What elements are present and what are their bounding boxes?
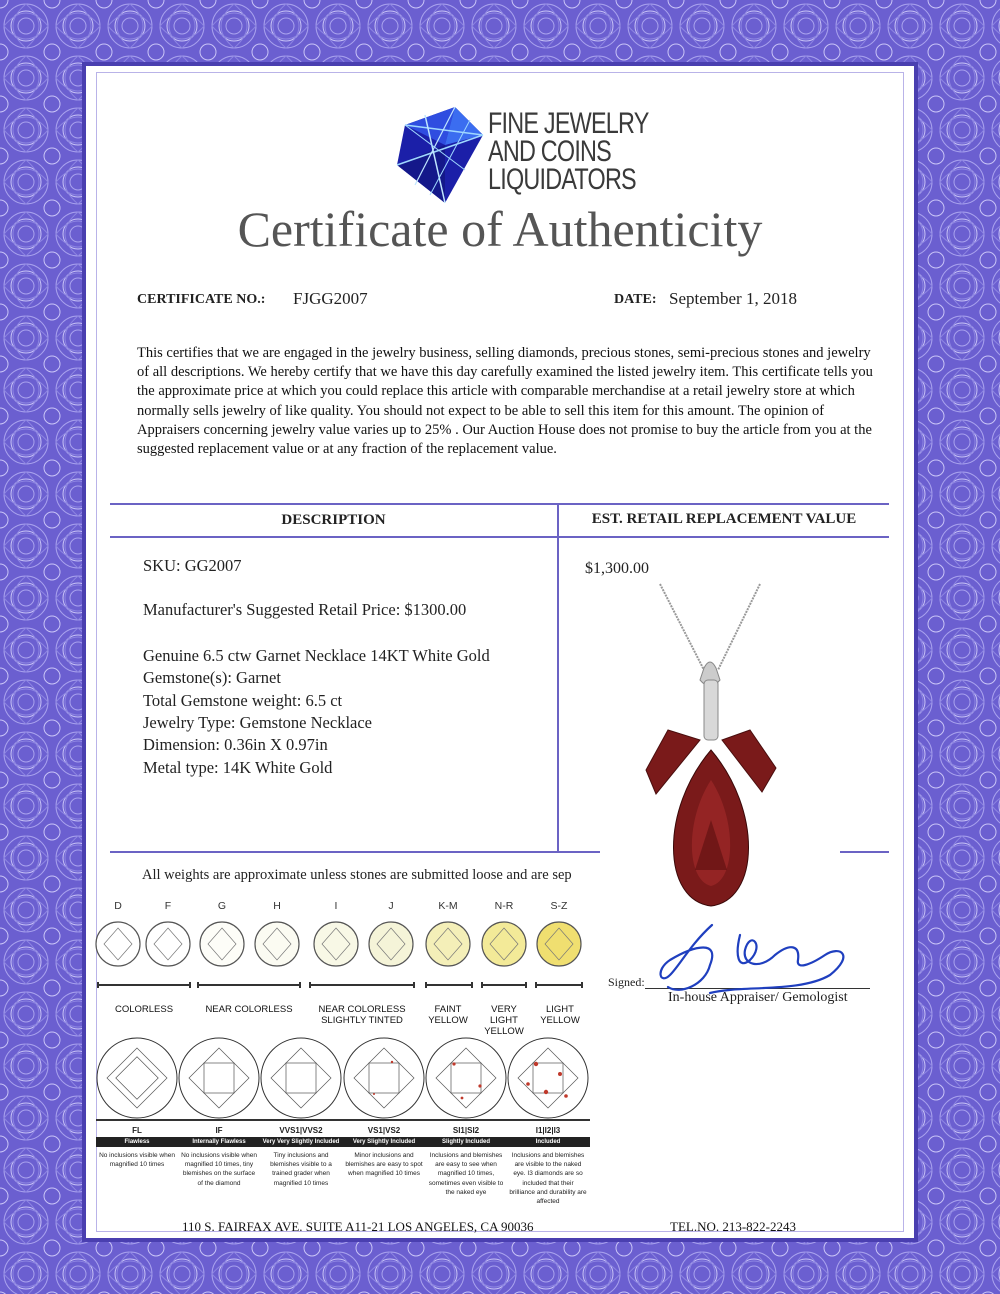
table-bottom-rule-right [834,851,889,853]
weights-note: All weights are approximate unless stones are submitted loose and are sep [142,867,572,883]
table-header-rule [110,536,889,538]
desc-line: Total Gemstone weight: 6.5 ct [143,691,343,710]
color-group-label: VERY LIGHT YELLOW [484,1004,524,1037]
company-line3: LIQUIDATORS [488,163,636,196]
clarity-desc: Inclusions and blemishes are easy to see when magnified 10 times, sometimes even visible to the naked eye [428,1152,504,1196]
table-divider [557,503,559,851]
color-group-label: FAINT YELLOW [428,1004,468,1026]
clarity-grade: SI1|SI2 [452,1126,480,1135]
certification-paragraph: This certifies that we are engaged in the jewelry business, selling diamonds, precious stones, semi-precious stones and jewelry of all descriptions. We hereby certify that we have this day carefully examined the listed jewelry item. This certificate tells you the approximate price at which you could replace this article with comparable merchandise at a retail jewelry store at which normally sells jewelry of like quality. You should not expect to be able to sell this item for this amount. The opinion of Appraisers concerning jewelry value varies up to 25% . Our Auction House does not promise to buy the article from you at the suggested replacement value or at any fraction of the replacement value. [137,345,873,458]
table-top-rule [110,503,889,505]
description-header: DESCRIPTION [281,512,386,528]
company-line2: AND COINS [488,135,611,168]
clarity-grade: FL [132,1126,142,1135]
clarity-name: Included [535,1139,561,1145]
clarity-desc: No inclusions visible when magnified 10 times, tiny blemishes on the surface of the diamond [181,1152,257,1187]
color-grade-label: I [334,900,338,912]
date-label: DATE: [614,292,657,307]
desc-line: Jewelry Type: Gemstone Necklace [143,713,372,732]
clarity-grade: I1|I2|I3 [535,1126,561,1135]
color-grade-label: D [114,900,122,912]
page-title: Certificate of Authenticity [237,201,763,257]
clarity-name: Very Slightly Included [352,1139,416,1145]
msrp: Manufacturer's Suggested Retail Price: $1300.00 [143,600,467,619]
phone: TEL.NO. 213-822-2243 [670,1219,797,1234]
color-group-label: LIGHT YELLOW [540,1004,580,1026]
color-grade-label: H [273,900,281,912]
diamond-logo-icon [395,105,485,205]
clarity-diamonds-icon [96,1034,590,1124]
signed-label: Signed: [608,975,645,989]
clarity-name: Flawless [124,1139,150,1145]
garnet-necklace-image [600,580,840,910]
color-diamonds-icon [94,918,600,998]
sku: SKU: GG2007 [143,556,242,575]
clarity-desc: Minor inclusions and blemishes are easy to spot when magnified 10 times [345,1152,423,1178]
value-header: EST. RETAIL REPLACEMENT VALUE [591,511,857,527]
date-value: September 1, 2018 [669,289,797,308]
address: 110 S. FAIRFAX AVE. SUITE A11-21 LOS ANGELES, CA 90036 [182,1219,534,1234]
color-group-label: NEAR COLORLESS SLIGHTLY TINTED [318,1004,406,1026]
color-group-label: NEAR COLORLESS [205,1004,293,1015]
clarity-grade: VVS1|VVS2 [279,1126,323,1135]
company-line1: FINE JEWELRY [488,107,649,140]
color-grade-label: K-M [438,900,458,912]
clarity-chart [96,1034,590,1214]
clarity-name: Slightly Included [441,1139,490,1145]
appraiser-title: In-house Appraiser/ Gemologist [668,990,848,1005]
certificate-number: FJGG2007 [293,289,368,308]
clarity-name: Very Very Slightly Included [262,1139,340,1145]
clarity-desc: Tiny inclusions and blemishes visible to a trained grader when magnified 10 times [270,1152,332,1187]
color-grade-label: J [388,900,394,912]
clarity-grade: IF [215,1126,223,1135]
desc-line: Genuine 6.5 ctw Garnet Necklace 14KT White Gold [143,646,490,665]
clarity-desc: Inclusions and blemishes are visible to the naked eye. I3 diamonds are so included that their brilliance and durability are affected [509,1152,587,1206]
replacement-value: $1,300.00 [585,560,649,577]
color-grade-chart [94,896,600,1036]
color-grade-label: F [164,900,172,912]
clarity-name: Internally Flawless [192,1139,246,1145]
desc-line: Gemstone(s): Garnet [143,668,281,687]
color-grade-label: G [217,900,227,912]
desc-line: Metal type: 14K White Gold [143,758,333,777]
clarity-grade: VS1|VS2 [367,1126,401,1135]
color-group-label: COLORLESS [114,1004,174,1015]
company-logo-text [488,107,649,196]
table-bottom-rule-left [110,851,600,853]
color-grade-label: N-R [494,900,514,912]
desc-line: Dimension: 0.36in X 0.97in [143,735,328,754]
color-grade-label: S-Z [550,900,568,912]
clarity-desc: No inclusions visible when magnified 10 times [99,1152,175,1169]
certificate-label: CERTIFICATE NO.: [137,292,266,307]
